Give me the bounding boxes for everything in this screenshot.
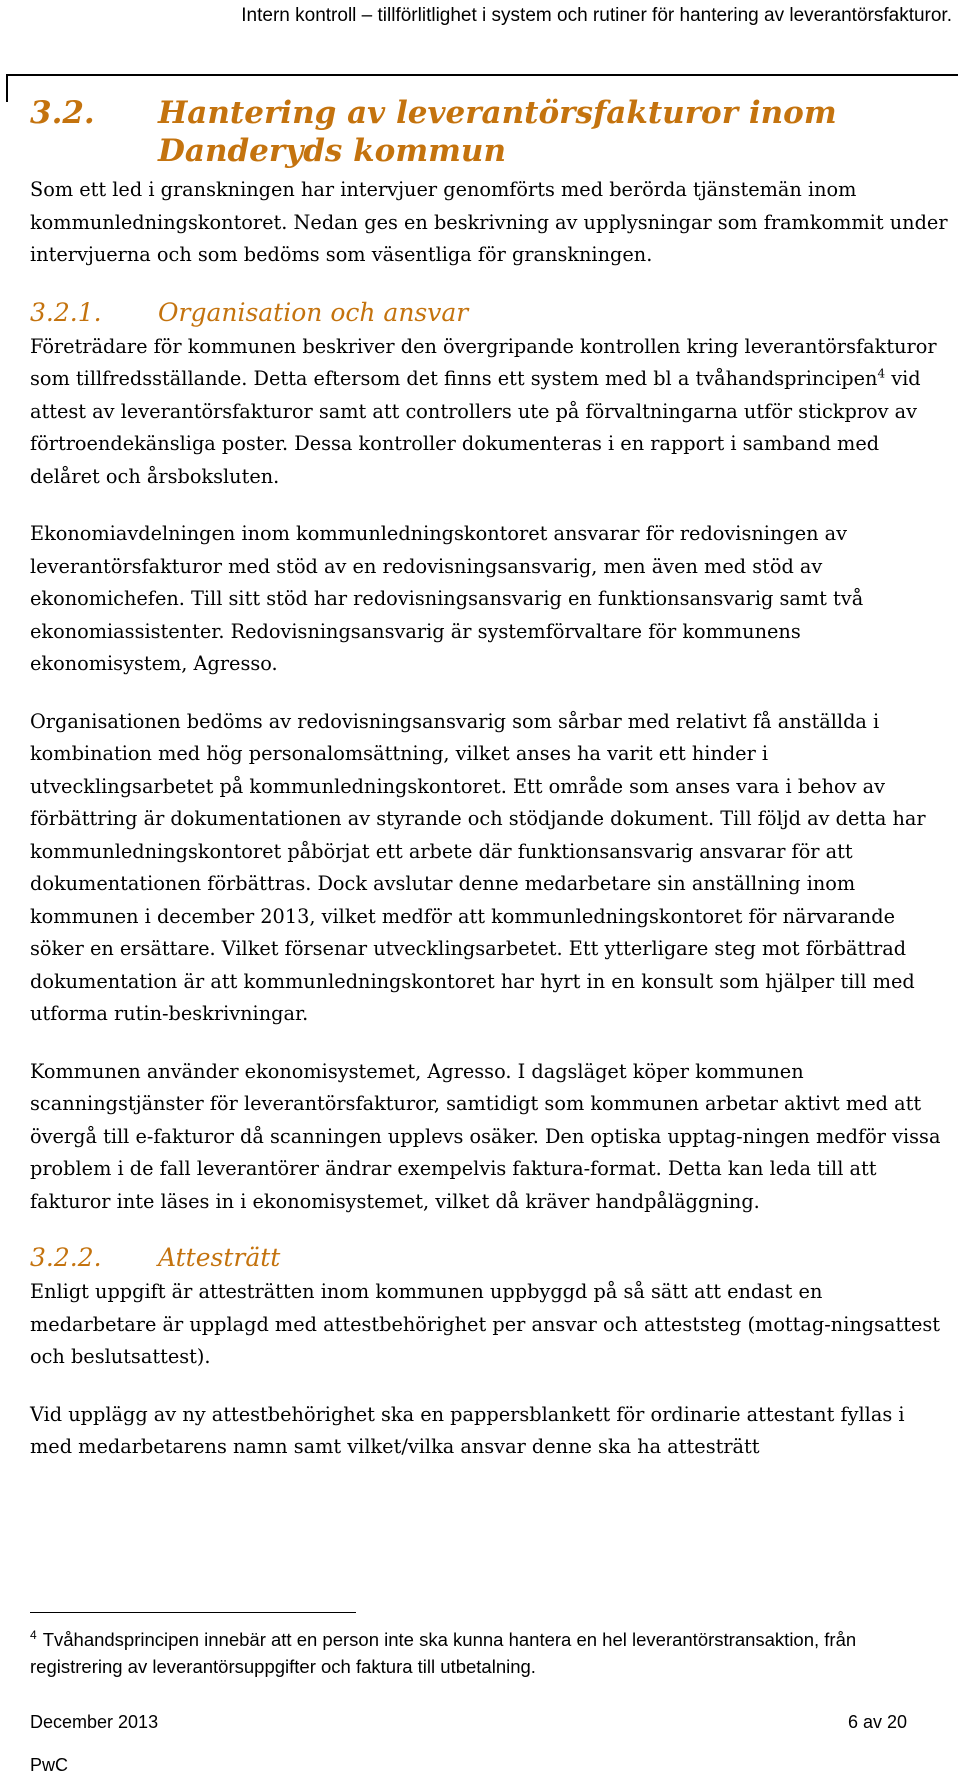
subsection-number: 3.2.1. xyxy=(30,297,102,327)
paragraph: Enligt uppgift är attesträtten inom kommunen uppbyggd på så sätt att endast en medarbetare är upplagd med attestbehörighet per ansvar och atteststeg (mottag-ningsattest och beslutsattest). xyxy=(30,1280,941,1368)
subsection-heading-organisation xyxy=(30,297,950,329)
footnote-reference[interactable]: 4 xyxy=(877,366,886,381)
footnote-separator xyxy=(30,1612,356,1613)
footnote-marker: 4 xyxy=(30,1627,37,1642)
paragraph xyxy=(30,331,950,494)
footnote-text: Tvåhandsprincipen innebär att en person inte ska kunna hantera en hel leverantörstransaktion, från registrering av leverantörsuppgifter och faktura till utbetalning. xyxy=(30,1629,857,1677)
subsection-number: 3.2.2. xyxy=(30,1243,102,1272)
header-rule-corner xyxy=(6,74,8,102)
footer-date: December 2013 xyxy=(30,1712,159,1732)
paragraph: Kommunen använder ekonomisystemet, Agresso. I dagsläget köper kommunen scanningstjänster för leverantörsfakturor, samtidigt som kommunen arbetar aktivt med att övergå till e-fakturor då scanningen upplevs osäker. Den optiska upptag-ningen medför vissa problem i de fall leverantörer ändrar exempelvis faktura-format. Detta kan leda till att fakturor inte läses in i ekonomisystemet, vilket då kräver handpåläggning. xyxy=(30,1059,941,1213)
running-header: Intern kontroll – tillförlitlighet i system och rutiner för hantering av leverantörsfakturor. xyxy=(241,5,952,26)
section-title xyxy=(158,94,837,170)
paragraph: Organisationen bedöms av redovisningsansvarig som sårbar med relativt få anställda i kombination med hög personalomsättning, vilket anses ha varit ett hinder i utvecklingsarbetet på kommunledningskontoret. Ett område som anses vara i behov av förbättring är dokumentationen av styrande och stödjande dokument. Till följd av detta har kommunledningskontoret påbörjat ett arbete där funktionsansvarig ansvarar för att dokumentationen förbättras. Dock avslutar denne medarbetare sin anställning inom kommunen i december 2013, vilket medför att kommunledningskontoret för närvarande söker en ersättare. Vilket försenar utvecklingsarbetet. Ett ytterligare steg mot förbättrad dokumentation är att kommunledningskontoret har hyrt in en konsult som hjälper till med utforma rutin-beskrivningar. xyxy=(30,709,926,1025)
paragraph: Ekonomiavdelningen inom kommunledningskontoret ansvarar för redovisningen av leverantörsfakturor med stöd av en redovisningsansvarig, men även med stöd av ekonomichefen. Till sitt stöd har redovisningsansvarig en funktionsansvarig samt två ekonomiassistenter. Redovisningsansvarig är systemförvaltare för kommunens ekonomisystem, Agresso. xyxy=(30,522,864,675)
paragraph-text: vid attest av leverantörsfakturor samt att controllers ute på förvaltningarna utför stickprov av förtroendekänsliga poster. Dessa kontroller dokumenteras i en rapport i samband med delåret och årsboksluten. xyxy=(30,367,921,488)
section-intro: Som ett led i granskningen har intervjuer genomförts med berörda tjänstemän inom kommunledningskontoret. Nedan ges en beskrivning av upplysningar som framkommit under intervjuerna och som bedöms som väsentliga för granskningen. xyxy=(30,178,948,266)
section-heading xyxy=(30,94,950,170)
header-rule xyxy=(6,74,958,76)
subsection-title: Attesträtt xyxy=(158,1243,281,1272)
section-title-line2: Danderyds kommun xyxy=(158,133,507,169)
page-content xyxy=(30,94,950,1464)
subsection-heading-attestratt xyxy=(30,1242,950,1274)
section-title-line1: Hantering av leverantörsfakturor inom xyxy=(158,95,837,131)
footnote xyxy=(30,1626,950,1680)
footer-brand: PwC xyxy=(30,1755,69,1775)
paragraph: Vid upplägg av ny attestbehörighet ska en pappersblankett för ordinarie attestant fyllas i med medarbetarens namn samt vilket/vilka ansvar denne ska ha attesträtt xyxy=(30,1402,905,1458)
subsection-title: Organisation och ansvar xyxy=(158,297,469,327)
section-number: 3.2. xyxy=(30,95,95,131)
paragraph-text: Företrädare för kommunen beskriver den övergripande kontrollen kring leverantörsfakturor som tillfredsställande. Detta eftersom det finns ett system med bl a tvåhandsprincipen xyxy=(30,334,937,390)
footer-page-number: 6 av 20 xyxy=(848,1712,908,1732)
